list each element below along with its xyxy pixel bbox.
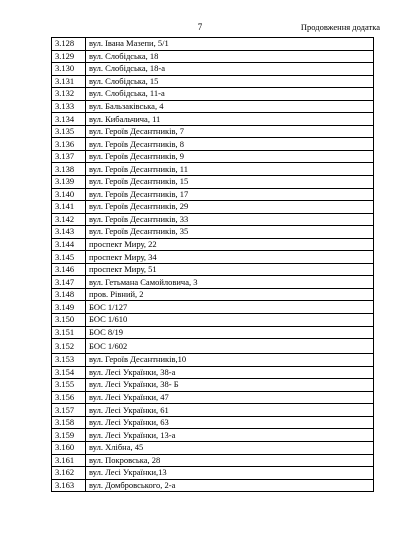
row-number: 3.136: [52, 138, 86, 151]
table-row: [52, 88, 374, 101]
page-number: 7: [197, 22, 203, 32]
row-number: 3.153: [52, 354, 86, 367]
row-address: проспект Миру, 51: [86, 263, 374, 276]
row-address: вул. Героїв Десантників, 29: [86, 201, 374, 214]
row-address: БОС 1/127: [86, 301, 374, 314]
table-row: [52, 125, 374, 138]
table-row: [52, 366, 374, 379]
address-table: [51, 37, 374, 492]
row-number: 3.163: [52, 479, 86, 492]
row-address: вул. Слобідська, 18: [86, 50, 374, 63]
table-row: [52, 38, 374, 51]
address-table-body: [52, 38, 374, 492]
row-number: 3.158: [52, 416, 86, 429]
row-number: 3.134: [52, 113, 86, 126]
row-number: 3.145: [52, 251, 86, 264]
row-address: вул. Лесі Українки, 38- Б: [86, 379, 374, 392]
table-row: [52, 288, 374, 301]
row-address: вул. Хлібна, 45: [86, 441, 374, 454]
table-row: [52, 201, 374, 214]
row-number: 3.151: [52, 326, 86, 339]
row-number: 3.148: [52, 288, 86, 301]
table-row: [52, 479, 374, 492]
row-address: вул. Лесі Українки, 47: [86, 391, 374, 404]
row-number: 3.139: [52, 176, 86, 189]
row-number: 3.152: [52, 339, 86, 354]
row-number: 3.150: [52, 314, 86, 327]
table-row: [52, 138, 374, 151]
table-row: [52, 404, 374, 417]
table-row: [52, 188, 374, 201]
row-number: 3.159: [52, 429, 86, 442]
table-row: [52, 301, 374, 314]
table-row: [52, 226, 374, 239]
row-address: вул. Героїв Десантників, 9: [86, 150, 374, 163]
row-address: вул. Героїв Десантників, 11: [86, 163, 374, 176]
row-number: 3.149: [52, 301, 86, 314]
row-address: проспект Миру, 22: [86, 238, 374, 251]
row-address: вул. Івана Мазепи, 5/1: [86, 38, 374, 51]
table-row: [52, 416, 374, 429]
row-number: 3.156: [52, 391, 86, 404]
table-row: [52, 354, 374, 367]
row-address: вул. Покровська, 28: [86, 454, 374, 467]
row-number: 3.141: [52, 201, 86, 214]
table-row: [52, 429, 374, 442]
row-number: 3.128: [52, 38, 86, 51]
row-address: вул. Героїв Десантників, 17: [86, 188, 374, 201]
row-number: 3.140: [52, 188, 86, 201]
row-number: 3.135: [52, 125, 86, 138]
row-address: вул. Лесі Українки, 38-а: [86, 366, 374, 379]
row-number: 3.143: [52, 226, 86, 239]
table-row: [52, 100, 374, 113]
table-row: [52, 113, 374, 126]
table-row: [52, 213, 374, 226]
row-address: вул. Лесі Українки,13: [86, 467, 374, 480]
table-row: [52, 379, 374, 392]
row-number: 3.146: [52, 263, 86, 276]
row-address: БОС 1/602: [86, 339, 374, 354]
row-number: 3.160: [52, 441, 86, 454]
row-number: 3.138: [52, 163, 86, 176]
row-number: 3.132: [52, 88, 86, 101]
row-number: 3.147: [52, 276, 86, 289]
row-address: вул. Героїв Десантників, 15: [86, 176, 374, 189]
row-address: вул. Гетьмана Самойловича, 3: [86, 276, 374, 289]
row-address: вул. Слобідська, 15: [86, 75, 374, 88]
row-number: 3.131: [52, 75, 86, 88]
row-number: 3.161: [52, 454, 86, 467]
row-number: 3.137: [52, 150, 86, 163]
row-address: вул. Домбровського, 2-а: [86, 479, 374, 492]
table-row: [52, 63, 374, 76]
row-address: вул. Слобідська, 18-а: [86, 63, 374, 76]
row-number: 3.142: [52, 213, 86, 226]
row-address: вул. Героїв Десантників,10: [86, 354, 374, 367]
row-address: вул. Лесі Українки, 61: [86, 404, 374, 417]
table-row: [52, 263, 374, 276]
table-row: [52, 238, 374, 251]
table-row: [52, 454, 374, 467]
table-row: [52, 163, 374, 176]
table-row: [52, 276, 374, 289]
row-address: вул. Героїв Десантників, 7: [86, 125, 374, 138]
continuation-label: Продовження додатка: [300, 22, 380, 32]
row-number: 3.144: [52, 238, 86, 251]
row-number: 3.130: [52, 63, 86, 76]
row-address: БОС 8/19: [86, 326, 374, 339]
table-row: [52, 467, 374, 480]
row-address: вул. Слобідська, 11-а: [86, 88, 374, 101]
row-number: 3.133: [52, 100, 86, 113]
row-address: БОС 1/610: [86, 314, 374, 327]
row-number: 3.154: [52, 366, 86, 379]
table-row: [52, 339, 374, 354]
table-row: [52, 391, 374, 404]
table-row: [52, 251, 374, 264]
row-number: 3.155: [52, 379, 86, 392]
table-row: [52, 75, 374, 88]
row-address: вул. Героїв Десантників, 33: [86, 213, 374, 226]
table-row: [52, 176, 374, 189]
row-address: вул. Бальзаківська, 4: [86, 100, 374, 113]
table-row: [52, 441, 374, 454]
row-address: вул. Лесі Українки, 13-а: [86, 429, 374, 442]
row-address: вул. Кибальчича, 11: [86, 113, 374, 126]
row-number: 3.162: [52, 467, 86, 480]
table-row: [52, 50, 374, 63]
table-row: [52, 150, 374, 163]
row-address: пров. Рівний, 2: [86, 288, 374, 301]
row-number: 3.157: [52, 404, 86, 417]
row-address: проспект Миру, 34: [86, 251, 374, 264]
row-address: вул. Лесі Українки, 63: [86, 416, 374, 429]
table-row: [52, 326, 374, 339]
row-number: 3.129: [52, 50, 86, 63]
table-row: [52, 314, 374, 327]
row-address: вул. Героїв Десантників, 8: [86, 138, 374, 151]
row-address: вул. Героїв Десантників, 35: [86, 226, 374, 239]
